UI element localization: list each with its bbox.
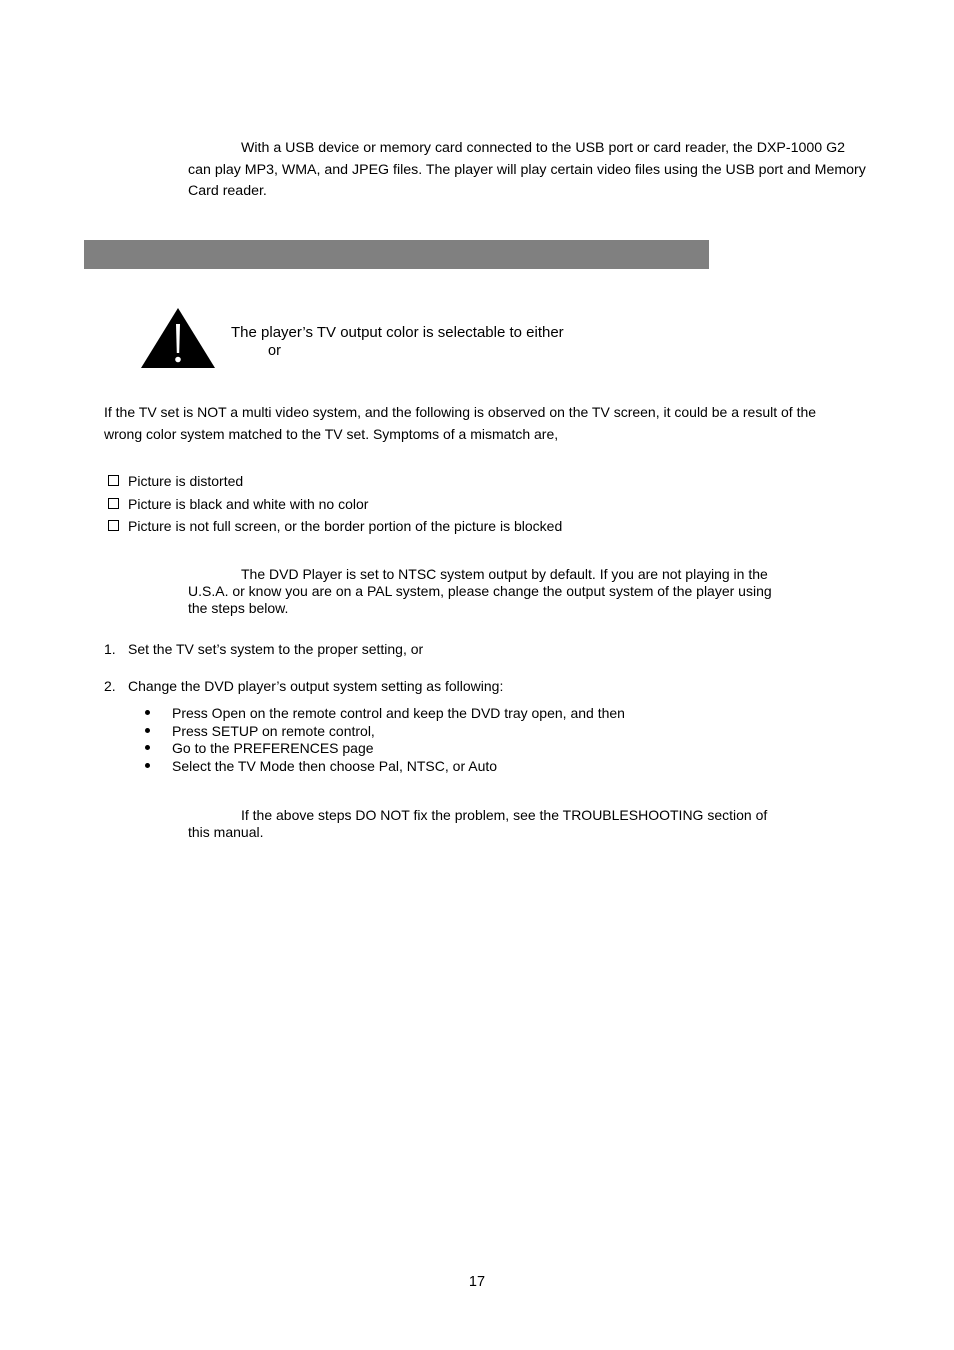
bullet-icon — [145, 728, 150, 733]
bullet-icon — [145, 710, 150, 715]
warning-triangle-icon — [140, 307, 216, 369]
ntsc-note: The DVD Player is set to NTSC system output by default. If you are not playing in the U.S.A. or know you are on a PAL system, please change the output system of the player using the steps below. — [188, 566, 772, 616]
list-item: Picture is not full screen, or the border portion of the picture is blocked — [108, 517, 562, 540]
list-item: Picture is black and white with no color — [108, 495, 562, 518]
checkbox-icon — [108, 475, 119, 486]
list-item: Go to the PREFERENCES page — [145, 740, 625, 758]
intro-paragraph: With a USB device or memory card connected to the USB port or card reader, the DXP-1000 G2 can play MP3, WMA, and JPEG files. The player will play certain video files using the USB port and Memory Card reader. — [188, 140, 866, 199]
list-item: Press SETUP on remote control, — [145, 723, 625, 741]
list-item: Select the TV Mode then choose Pal, NTSC, or Auto — [145, 758, 625, 776]
warning-text-continued: or — [268, 343, 281, 359]
list-item: Press Open on the remote control and keep the DVD tray open, and then — [145, 705, 625, 723]
symptom-list — [108, 472, 562, 540]
bullet-icon — [145, 763, 150, 768]
troubleshooting-note: If the above steps DO NOT fix the problem, see the TROUBLESHOOTING section of this manual. — [188, 807, 768, 840]
step-1: 1. Set the TV set’s system to the proper setting, or — [104, 641, 424, 657]
list-item: Picture is distorted — [108, 472, 562, 495]
checkbox-icon — [108, 498, 119, 509]
setup-steps-list — [145, 705, 625, 776]
step-2: 2. Change the DVD player’s output system setting as following: — [104, 678, 504, 694]
checkbox-icon — [108, 520, 119, 531]
section-header-bar — [84, 240, 709, 269]
mismatch-paragraph: If the TV set is NOT a multi video system, and the following is observed on the TV screen, it could be a result of the wrong color system matched to the TV set. Symptoms of a mismatch are, — [104, 404, 817, 442]
warning-text: The player’s TV output color is selectable to either — [231, 324, 564, 341]
bullet-icon — [145, 745, 150, 750]
page-number: 17 — [468, 1274, 486, 1290]
